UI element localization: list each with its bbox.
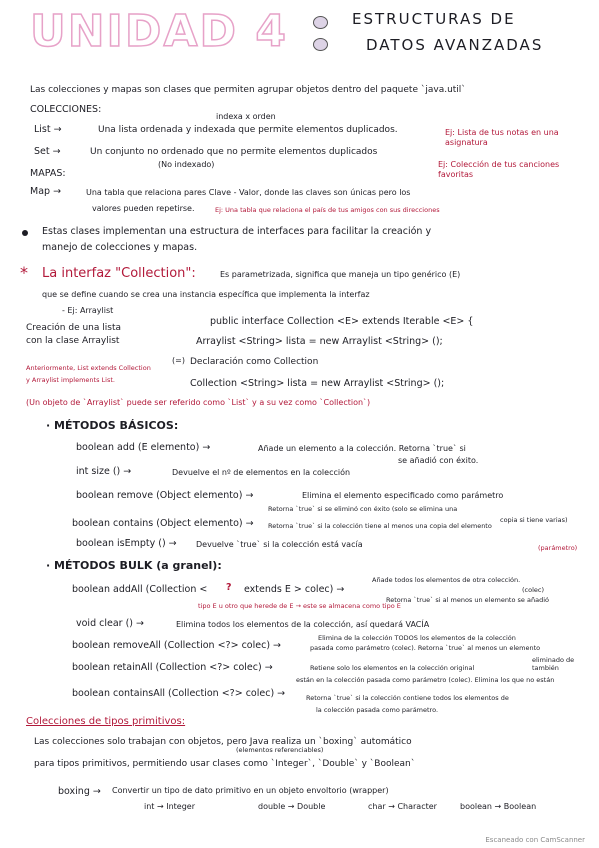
- contains-description-2: (parámetro): [538, 544, 578, 552]
- bulk-methods-heading: · MÉTODOS BULK (a granel):: [46, 559, 222, 572]
- isempty-signature: boolean isEmpty () →: [76, 538, 177, 549]
- primitives-line-1: Las colecciones solo trabajan con objetos, pero Java realiza un `boxing` automático: [34, 737, 412, 747]
- creation-note-1: Creación de una lista: [26, 323, 121, 333]
- code-collection-line: Collection <String> lista = new Arraylist <String> ();: [190, 378, 445, 389]
- example-arraylist-label: - Ej: Arraylist: [62, 306, 114, 315]
- list-text: Una lista ordenada y indexada que permite elementos duplicados.: [98, 125, 398, 135]
- removeall-signature: boolean removeAll (Collection <?> colec) →: [72, 640, 281, 651]
- boxing-description: Convertir un tipo de dato primitivo en un objeto envoltorio (wrapper): [112, 786, 389, 795]
- set-example: Ej: Colección de tus canciones favoritas: [438, 160, 560, 179]
- code-interface-line: public interface Collection <E> extends Iterable <E> {: [210, 316, 474, 327]
- removeall-description-2: pasada como parámetro (colec). Retorna `true` al menos un elemento: [310, 644, 541, 652]
- subtitle-line-2: DATOS AVANZADAS: [366, 36, 544, 54]
- bullet-line-1: Estas clases implementan una estructura de interfaces para facilitar la creación y: [42, 226, 432, 237]
- boxing-label: boxing →: [58, 786, 101, 797]
- map-example: Ej: Una tabla que relaciona el país de tus amigos con sus direcciones: [215, 206, 440, 214]
- bullet-dot: [22, 230, 28, 236]
- map-label: Map →: [30, 186, 62, 197]
- colecciones-label: COLECCIONES:: [30, 104, 102, 115]
- intro-line: Las colecciones y mapas son clases que permiten agrupar objetos dentro del paquete `java.util`: [30, 85, 466, 95]
- clear-signature: void clear () →: [76, 618, 144, 629]
- addall-description-3: Retorna `true` si al menos un elemento se añadió: [386, 596, 549, 604]
- paren-note: (Un objeto de `Arraylist` puede ser referido como `List` y a su vez como `Collection`): [26, 398, 371, 407]
- title-dot-bottom: [313, 38, 328, 51]
- mapas-label: MAPAS:: [30, 168, 66, 179]
- remove-description-2: Retorna `true` si se eliminó con éxito (solo se elimina una: [268, 505, 458, 513]
- unit-title: UNIDAD 4: [30, 6, 288, 57]
- set-sub: (No indexado): [158, 160, 215, 169]
- list-label: List →: [34, 124, 62, 135]
- containsall-description: Retorna `true` si la colección contiene todos los elementos de: [306, 694, 509, 702]
- addall-description-2: (colec): [522, 586, 545, 594]
- declaration-label: Declaración como Collection: [190, 357, 319, 367]
- isempty-description: Devuelve `true` si la colección está vacía: [196, 540, 363, 549]
- primitives-line-2: para tipos primitivos, permitiendo usar clases como `Integer`, `Double` y `Boolean`: [34, 759, 416, 769]
- pair-double: double → Double: [258, 802, 326, 811]
- primitives-heading: Colecciones de tipos primitivos:: [26, 716, 186, 727]
- size-signature: int size () →: [76, 466, 132, 477]
- code-arraylist-line: Arraylist <String> lista = new Arraylist <String> ();: [196, 336, 443, 347]
- retainall-description-2: están en la colección pasada como parámetro (colec). Elimina los que no están: [296, 676, 555, 684]
- basic-methods-heading: · MÉTODOS BÁSICOS:: [46, 419, 179, 432]
- subtitle-line-1: ESTRUCTURAS DE: [352, 10, 516, 28]
- equals-mark: (=): [172, 356, 185, 365]
- title-dot-top: [313, 16, 328, 29]
- removeall-description: Elimina de la colección TODOS los elementos de la colección: [318, 634, 516, 642]
- set-text: Un conjunto no ordenado que no permite elementos duplicados: [90, 147, 378, 157]
- remove-signature: boolean remove (Object elemento) →: [76, 490, 254, 501]
- size-description: Devuelve el nº de elementos en la colección: [172, 468, 351, 477]
- contains-signature: boolean contains (Object elemento) →: [72, 518, 254, 529]
- pair-char: char → Character: [368, 802, 437, 811]
- scanner-watermark: Escaneado con CamScanner: [485, 836, 585, 844]
- collection-desc-2: que se define cuando se crea una instancia específica que implementa la interfaz: [42, 290, 370, 299]
- pair-int: int → Integer: [144, 802, 195, 811]
- creation-note-2: con la clase Arraylist: [26, 336, 120, 346]
- pair-boolean: boolean → Boolean: [460, 802, 537, 811]
- containsall-description-2: la colección pasada como parámetro.: [316, 706, 439, 714]
- list-note-above: indexa x orden: [216, 112, 276, 121]
- addall-wildcard: ?: [226, 582, 232, 593]
- retainall-description: Retiene solo los elementos en la colección original: [310, 664, 475, 672]
- list-example: Ej: Lista de tus notas en una asignatura: [445, 128, 559, 147]
- add-description-2: se añadió con éxito.: [398, 456, 479, 465]
- collection-heading: La interfaz "Collection":: [42, 266, 196, 281]
- collection-desc-1: Es parametrizada, significa que maneja un tipo genérico (E): [220, 270, 461, 279]
- bullet-line-2: manejo de colecciones y mapas.: [42, 242, 198, 253]
- set-label: Set →: [34, 146, 61, 157]
- side-note-1: Anteriormente, List extends Collection: [26, 364, 151, 372]
- addall-signature-2: extends E > colec) →: [244, 584, 345, 595]
- retainall-note: eliminado de también: [532, 656, 575, 672]
- addall-note: tipo E u otro que herede de E → este se almacena como tipo E: [198, 602, 401, 610]
- map-text-1: Una tabla que relaciona pares Clave - Valor, donde las claves son únicas pero los: [86, 188, 411, 197]
- addall-signature-1: boolean addAll (Collection <: [72, 584, 208, 595]
- addall-description: Añade todos los elementos de otra colección.: [372, 576, 521, 584]
- containsall-signature: boolean containsAll (Collection <?> colec) →: [72, 688, 286, 699]
- star-mark: *: [20, 263, 28, 282]
- retainall-signature: boolean retainAll (Collection <?> colec) →: [72, 662, 273, 673]
- add-description: Añade un elemento a la colección. Retorna `true` si: [258, 444, 466, 453]
- clear-description: Elimina todos los elementos de la colección, así quedará VACÍA: [176, 620, 430, 629]
- add-signature: boolean add (E elemento) →: [76, 442, 211, 453]
- primitives-note-under: (elementos referenciables): [236, 746, 324, 754]
- side-note-2: y Arraylist implements List.: [26, 376, 115, 384]
- map-text-2: valores pueden repetirse.: [92, 204, 195, 213]
- contains-description: Retorna `true` si la colección tiene al menos una copia del elemento: [268, 522, 492, 530]
- remove-description: Elimina el elemento especificado como parámetro: [302, 491, 504, 500]
- remove-description-3: copia si tiene varias): [500, 516, 568, 524]
